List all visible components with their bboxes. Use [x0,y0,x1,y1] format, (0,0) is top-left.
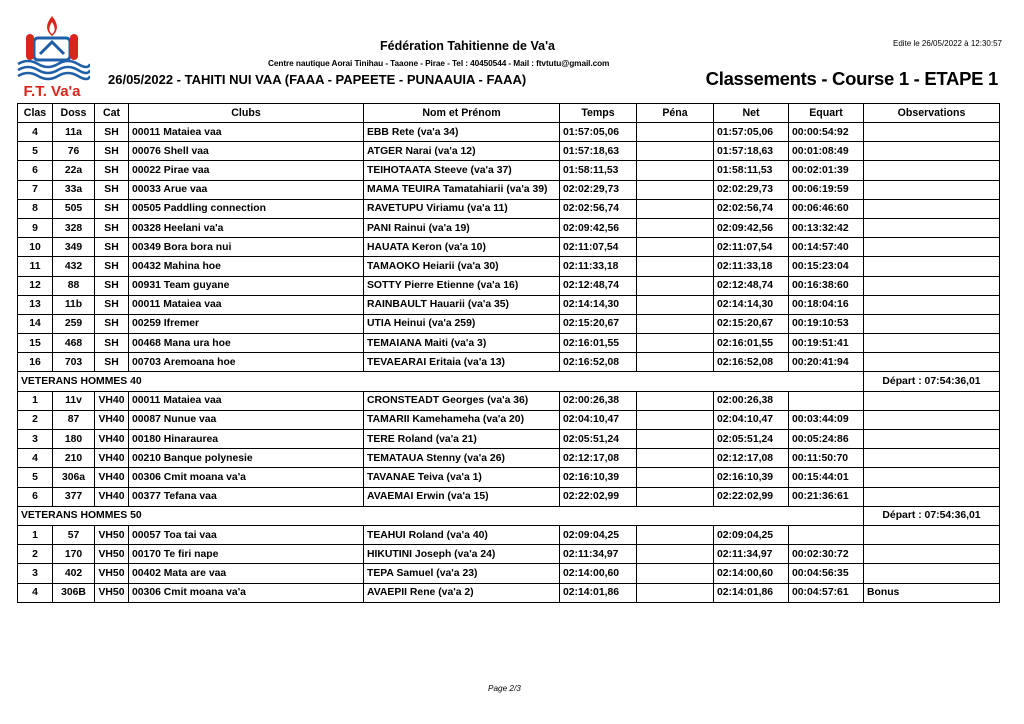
cell-temps: 02:09:42,56 [560,218,637,237]
cell-nom: HAUATA Keron (va'a 10) [364,238,560,257]
cell-pena [637,468,714,487]
cell-observations [864,257,1000,276]
table-row [18,161,1000,180]
cell-pena [637,314,714,333]
results-table [17,103,1000,603]
cell-nom: HIKUTINI Joseph (va'a 24) [364,545,560,564]
cell-pena [637,161,714,180]
cell-pena [637,449,714,468]
table-row [18,468,1000,487]
table-row [18,199,1000,218]
table-row [18,487,1000,506]
cell-cat: SH [95,314,129,333]
cell-observations [864,334,1000,353]
results-body [18,123,1000,603]
cell-observations [864,199,1000,218]
section-label: VETERANS HOMMES 50 [18,506,864,525]
cell-pena [637,199,714,218]
cell-cat: VH40 [95,410,129,429]
cell-doss: 468 [53,334,95,353]
cell-doss: 349 [53,238,95,257]
cell-doss: 88 [53,276,95,295]
cell-observations [864,238,1000,257]
cell-nom: TEMATAUA Stenny (va'a 26) [364,449,560,468]
cell-club: 00011 Mataiea vaa [129,295,364,314]
cell-doss: 432 [53,257,95,276]
cell-nom: TAMARII Kamehameha (va'a 20) [364,410,560,429]
cell-clas: 4 [18,449,53,468]
cell-clas: 4 [18,583,53,602]
cell-clas: 5 [18,142,53,161]
cell-cat: SH [95,353,129,372]
cell-ecart: 00:21:36:61 [789,487,864,506]
cell-ecart: 00:06:46:60 [789,199,864,218]
cell-net: 02:14:01,86 [714,583,789,602]
cell-pena [637,545,714,564]
cell-temps: 02:16:52,08 [560,353,637,372]
col-ecart: Equart [789,104,864,123]
cell-club: 00377 Tefana vaa [129,487,364,506]
table-row [18,391,1000,410]
cell-cat: VH40 [95,449,129,468]
cell-club: 00306 Cmit moana va'a [129,583,364,602]
cell-club: 00703 Aremoana hoe [129,353,364,372]
cell-ecart: 00:14:57:40 [789,238,864,257]
cell-clas: 14 [18,314,53,333]
cell-temps: 02:09:04,25 [560,525,637,544]
cell-ecart: 00:02:01:39 [789,161,864,180]
cell-nom: TEVAEARAI Eritaia (va'a 13) [364,353,560,372]
cell-club: 00033 Arue vaa [129,180,364,199]
cell-doss: 11b [53,295,95,314]
cell-nom: TERE Roland (va'a 21) [364,430,560,449]
cell-nom: ATGER Narai (va'a 12) [364,142,560,161]
ftvaa-logo [14,14,90,100]
cell-net: 02:12:48,74 [714,276,789,295]
cell-doss: 377 [53,487,95,506]
cell-clas: 8 [18,199,53,218]
cell-ecart: 00:19:10:53 [789,314,864,333]
cell-observations [864,391,1000,410]
cell-cat: VH50 [95,583,129,602]
cell-ecart: 00:15:44:01 [789,468,864,487]
cell-ecart: 00:13:32:42 [789,218,864,237]
cell-observations [864,276,1000,295]
cell-temps: 02:12:48,74 [560,276,637,295]
cell-pena [637,334,714,353]
cell-clas: 1 [18,525,53,544]
table-row [18,142,1000,161]
section-depart: Départ : 07:54:36,01 [864,506,1000,525]
cell-net: 01:57:05,06 [714,123,789,142]
cell-observations [864,295,1000,314]
table-row [18,314,1000,333]
cell-club: 00432 Mahina hoe [129,257,364,276]
cell-pena [637,410,714,429]
cell-pena [637,391,714,410]
cell-pena [637,430,714,449]
cell-cat: SH [95,218,129,237]
page-number: Page 2/3 [488,684,521,693]
cell-pena [637,142,714,161]
cell-temps: 02:15:20,67 [560,314,637,333]
cell-pena [637,123,714,142]
table-row [18,410,1000,429]
cell-temps: 01:58:11,53 [560,161,637,180]
cell-cat: SH [95,180,129,199]
cell-cat: SH [95,142,129,161]
federation-name: Fédération Tahitienne de Va'a [380,39,556,53]
col-net: Net [714,104,789,123]
cell-ecart: 00:04:56:35 [789,564,864,583]
cell-club: 00259 Ifremer [129,314,364,333]
cell-doss: 11v [53,391,95,410]
cell-temps: 02:00:26,38 [560,391,637,410]
cell-clas: 3 [18,564,53,583]
cell-temps: 02:11:33,18 [560,257,637,276]
cell-doss: 328 [53,218,95,237]
cell-ecart: 00:06:19:59 [789,180,864,199]
col-temps: Temps [560,104,637,123]
cell-net: 02:16:01,55 [714,334,789,353]
cell-nom: RAINBAULT Hauarii (va'a 35) [364,295,560,314]
cell-cat: SH [95,334,129,353]
cell-club: 00170 Te firi nape [129,545,364,564]
cell-cat: SH [95,257,129,276]
cell-ecart: 00:20:41:94 [789,353,864,372]
cell-clas: 16 [18,353,53,372]
cell-temps: 02:12:17,08 [560,449,637,468]
cell-pena [637,295,714,314]
cell-ecart: 00:03:44:09 [789,410,864,429]
cell-pena [637,238,714,257]
col-doss: Doss [53,104,95,123]
cell-club: 00210 Banque polynesie [129,449,364,468]
cell-club: 00087 Nunue vaa [129,410,364,429]
cell-observations [864,353,1000,372]
cell-ecart: 00:16:38:60 [789,276,864,295]
cell-nom: TAMAOKO Heiarii (va'a 30) [364,257,560,276]
cell-observations [864,218,1000,237]
cell-doss: 180 [53,430,95,449]
table-row [18,218,1000,237]
col-observations: Observations [864,104,1000,123]
cell-observations [864,487,1000,506]
cell-cat: VH50 [95,525,129,544]
cell-nom: PANI Rainui (va'a 19) [364,218,560,237]
cell-net: 02:05:51,24 [714,430,789,449]
cell-observations: Bonus [864,583,1000,602]
table-row [18,180,1000,199]
cell-temps: 02:22:02,99 [560,487,637,506]
col-nom: Nom et Prénom [364,104,560,123]
table-row [18,238,1000,257]
section-label: VETERANS HOMMES 40 [18,372,864,391]
table-row [18,334,1000,353]
cell-cat: VH50 [95,564,129,583]
cell-doss: 259 [53,314,95,333]
cell-net: 02:15:20,67 [714,314,789,333]
cell-observations [864,180,1000,199]
cell-club: 00011 Mataiea vaa [129,123,364,142]
cell-temps: 02:04:10,47 [560,410,637,429]
cell-cat: VH40 [95,430,129,449]
table-row [18,525,1000,544]
cell-observations [864,123,1000,142]
cell-cat: VH40 [95,391,129,410]
table-row [18,123,1000,142]
table-row [18,257,1000,276]
cell-clas: 4 [18,123,53,142]
cell-net: 02:14:14,30 [714,295,789,314]
cell-clas: 13 [18,295,53,314]
cell-clas: 15 [18,334,53,353]
cell-doss: 505 [53,199,95,218]
cell-club: 00011 Mataiea vaa [129,391,364,410]
cell-temps: 02:14:14,30 [560,295,637,314]
cell-doss: 11a [53,123,95,142]
cell-club: 00057 Toa tai vaa [129,525,364,544]
cell-clas: 6 [18,161,53,180]
cell-net: 02:09:04,25 [714,525,789,544]
cell-club: 00402 Mata are vaa [129,564,364,583]
cell-temps: 02:11:07,54 [560,238,637,257]
col-clubs: Clubs [129,104,364,123]
cell-cat: SH [95,123,129,142]
cell-net: 02:14:00,60 [714,564,789,583]
cell-net: 02:00:26,38 [714,391,789,410]
cell-clas: 9 [18,218,53,237]
table-row [18,276,1000,295]
category-section-row [18,372,1000,391]
cell-nom: TEAHUI Roland (va'a 40) [364,525,560,544]
cell-club: 00180 Hinaraurea [129,430,364,449]
cell-clas: 10 [18,238,53,257]
cell-nom: SOTTY Pierre Etienne (va'a 16) [364,276,560,295]
cell-doss: 170 [53,545,95,564]
cell-net: 02:02:29,73 [714,180,789,199]
cell-clas: 2 [18,545,53,564]
cell-club: 00022 Pirae vaa [129,161,364,180]
col-cat: Cat [95,104,129,123]
cell-club: 00931 Team guyane [129,276,364,295]
cell-net: 02:12:17,08 [714,449,789,468]
cell-ecart [789,525,864,544]
cell-ecart [789,391,864,410]
table-row [18,449,1000,468]
cell-pena [637,583,714,602]
cell-cat: SH [95,276,129,295]
cell-pena [637,218,714,237]
cell-ecart: 00:00:54:92 [789,123,864,142]
cell-net: 01:58:11,53 [714,161,789,180]
cell-net: 02:11:34,97 [714,545,789,564]
cell-observations [864,468,1000,487]
cell-doss: 306B [53,583,95,602]
cell-ecart: 00:19:51:41 [789,334,864,353]
cell-clas: 5 [18,468,53,487]
cell-pena [637,257,714,276]
cell-temps: 02:16:01,55 [560,334,637,353]
cell-clas: 7 [18,180,53,199]
cell-doss: 703 [53,353,95,372]
col-pena: Péna [637,104,714,123]
table-row [18,564,1000,583]
cell-doss: 76 [53,142,95,161]
cell-net: 02:11:33,18 [714,257,789,276]
cell-ecart: 00:01:08:49 [789,142,864,161]
cell-nom: TAVANAE Teiva (va'a 1) [364,468,560,487]
cell-observations [864,525,1000,544]
table-row [18,583,1000,602]
cell-ecart: 00:02:30:72 [789,545,864,564]
cell-temps: 01:57:18,63 [560,142,637,161]
cell-observations [864,410,1000,429]
cell-cat: SH [95,199,129,218]
cell-net: 02:16:10,39 [714,468,789,487]
cell-club: 00349 Bora bora nui [129,238,364,257]
cell-observations [864,142,1000,161]
cell-ecart: 00:18:04:16 [789,295,864,314]
cell-observations [864,430,1000,449]
cell-clas: 11 [18,257,53,276]
cell-net: 02:04:10,47 [714,410,789,429]
cell-ecart: 00:04:57:61 [789,583,864,602]
cell-doss: 22a [53,161,95,180]
cell-observations [864,314,1000,333]
cell-cat: VH40 [95,468,129,487]
cell-net: 02:09:42,56 [714,218,789,237]
cell-ecart: 00:05:24:86 [789,430,864,449]
cell-temps: 02:02:29,73 [560,180,637,199]
table-row [18,353,1000,372]
cell-pena [637,525,714,544]
cell-pena [637,276,714,295]
cell-clas: 1 [18,391,53,410]
table-row [18,430,1000,449]
cell-nom: AVAEPII Rene (va'a 2) [364,583,560,602]
cell-nom: EBB Rete (va'a 34) [364,123,560,142]
cell-clas: 3 [18,430,53,449]
cell-net: 02:16:52,08 [714,353,789,372]
cell-pena [637,487,714,506]
cell-nom: TEMAIANA Maiti (va'a 3) [364,334,560,353]
cell-clas: 6 [18,487,53,506]
cell-cat: VH40 [95,487,129,506]
edited-timestamp: Edite le 26/05/2022 à 12:30:57 [893,39,1002,48]
cell-doss: 57 [53,525,95,544]
cell-net: 02:02:56,74 [714,199,789,218]
cell-pena [637,564,714,583]
cell-temps: 02:14:00,60 [560,564,637,583]
cell-clas: 2 [18,410,53,429]
cell-cat: SH [95,238,129,257]
cell-temps: 02:11:34,97 [560,545,637,564]
cell-observations [864,161,1000,180]
race-title: 26/05/2022 - TAHITI NUI VAA (FAAA - PAPEETE - PUNAAUIA - FAAA) [108,72,527,87]
cell-clas: 12 [18,276,53,295]
table-row [18,295,1000,314]
cell-net: 01:57:18,63 [714,142,789,161]
cell-pena [637,353,714,372]
cell-net: 02:11:07,54 [714,238,789,257]
cell-doss: 33a [53,180,95,199]
cell-cat: SH [95,295,129,314]
cell-doss: 306a [53,468,95,487]
section-depart: Départ : 07:54:36,01 [864,372,1000,391]
cell-doss: 87 [53,410,95,429]
cell-temps: 02:02:56,74 [560,199,637,218]
cell-doss: 402 [53,564,95,583]
logo-text: F.T. Va'a [23,83,81,100]
table-header-row [18,104,1000,123]
cell-doss: 210 [53,449,95,468]
cell-temps: 01:57:05,06 [560,123,637,142]
cell-nom: UTIA Heinui (va'a 259) [364,314,560,333]
cell-club: 00505 Paddling connection [129,199,364,218]
classement-title: Classements - Course 1 - ETAPE 1 [705,68,998,89]
cell-cat: VH50 [95,545,129,564]
cell-temps: 02:05:51,24 [560,430,637,449]
cell-observations [864,449,1000,468]
cell-ecart: 00:11:50:70 [789,449,864,468]
category-section-row [18,506,1000,525]
cell-club: 00468 Mana ura hoe [129,334,364,353]
cell-cat: SH [95,161,129,180]
cell-temps: 02:14:01,86 [560,583,637,602]
col-clas: Clas [18,104,53,123]
cell-ecart: 00:15:23:04 [789,257,864,276]
cell-club: 00306 Cmit moana va'a [129,468,364,487]
cell-nom: AVAEMAI Erwin (va'a 15) [364,487,560,506]
cell-net: 02:22:02,99 [714,487,789,506]
cell-club: 00076 Shell vaa [129,142,364,161]
cell-nom: RAVETUPU Viriamu (va'a 11) [364,199,560,218]
cell-nom: TEPA Samuel (va'a 23) [364,564,560,583]
table-row [18,545,1000,564]
cell-pena [637,180,714,199]
cell-nom: MAMA TEUIRA Tamatahiarii (va'a 39) [364,180,560,199]
cell-nom: TEIHOTAATA Steeve (va'a 37) [364,161,560,180]
cell-club: 00328 Heelani va'a [129,218,364,237]
cell-nom: CRONSTEADT Georges (va'a 36) [364,391,560,410]
cell-temps: 02:16:10,39 [560,468,637,487]
federation-address: Centre nautique Aorai Tinihau - Taaone - Pirae - Tel : 40450544 - Mail : ftvtutu@gmail.com [268,58,610,68]
cell-observations [864,545,1000,564]
cell-observations [864,564,1000,583]
